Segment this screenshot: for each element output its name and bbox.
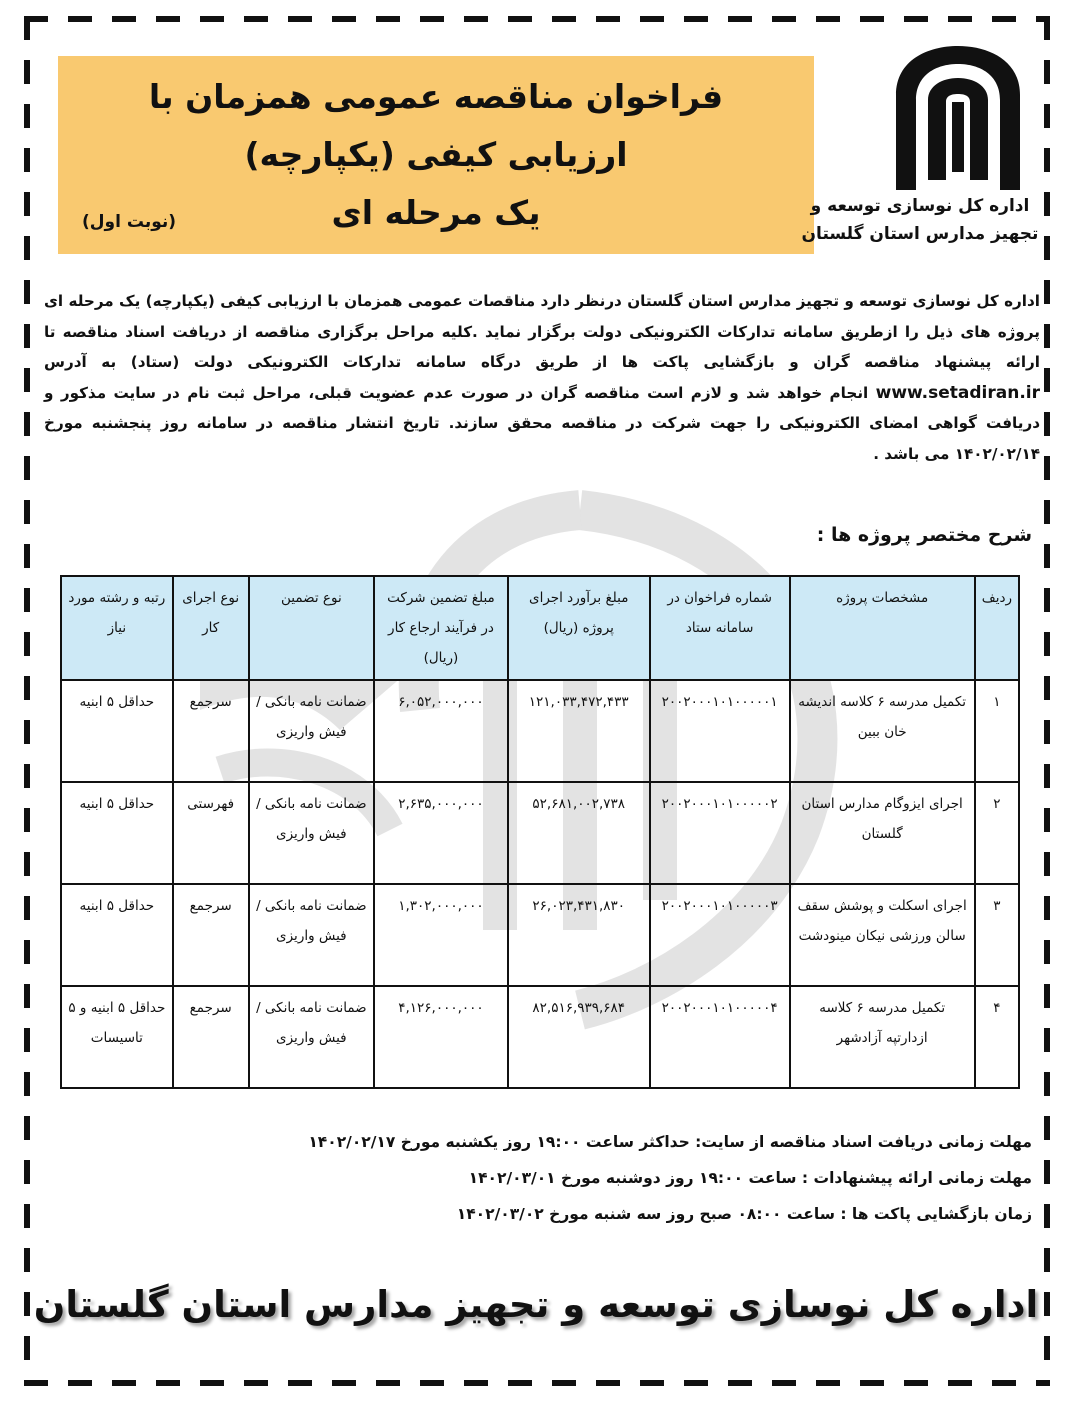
col-guarantee: مبلغ تضمین شرکت در فرآیند ارجاع کار (ریال) [374, 576, 508, 680]
intro-text-before: اداره کل نوسازی توسعه و تجهیز مدارس استان گلستان درنظر دارد مناقصات عمومی همزمان با ارزیابی کیفی (یکپارچه) یک مرحله ای پروژه های ذیل را ازطریق سامانه تدارکات الکترونیکی دولت برگزار نماید .کلیه مراحل برگزاری مناقصه از دریافت اسناد مناقصه تا ارائه پیشنهاد مناقصه گران و بازگشایی پاکت ها از طریق درگاه سامانه تدارکات الکترونیکی دولت (ستاد) به آدرس [44, 292, 1040, 371]
cell-tender: ۲۰۰۲۰۰۰۱۰۱۰۰۰۰۰۱ [650, 680, 790, 782]
intro-text-after: انجام خواهد شد و لازم است مناقصه گران در صورت عدم عضویت قبلی، مراحل ثبت نام در سایت مذکور و دریافت گواهی امضای الکترونیکی را جهت شرکت در مناقصه محقق سازند. تاریخ انتشار مناقصه در سامانه روز پنجشنبه مورخ ۱۴۰۲/۰۲/۱۴ می باشد . [44, 383, 1040, 463]
cell-exec-type: فهرستی [173, 782, 249, 884]
cell-exec-type: سرجمع [173, 986, 249, 1088]
cell-guarantee-type: ضمانت نامه بانکی / فیش واریزی [249, 680, 374, 782]
col-row: ردیف [975, 576, 1019, 680]
col-estimate: مبلغ برآورد اجرای پروژه (ریال) [508, 576, 650, 680]
table-row [61, 884, 1019, 986]
section-title: شرح مختصر پروژه ها : [816, 524, 1032, 546]
table-row [61, 680, 1019, 782]
cell-rank: حداقل ۵ ابنیه [61, 680, 173, 782]
cell-exec-type: سرجمع [173, 680, 249, 782]
table-header-row [61, 576, 1019, 680]
cell-tender: ۲۰۰۲۰۰۰۱۰۱۰۰۰۰۰۲ [650, 782, 790, 884]
cell-spec: اجرای اسکلت و پوشش سقف سالن ورزشی نیکان مینودشت [790, 884, 975, 986]
organization-logo-icon [888, 40, 1028, 190]
cell-spec: تکمیل مدرسه ۶ کلاسه اندیشه خان ببین [790, 680, 975, 782]
col-tender: شماره فراخوان در سامانه ستاد [650, 576, 790, 680]
cell-row: ۲ [975, 782, 1019, 884]
col-exec-type: نوع اجرای کار [173, 576, 249, 680]
cell-row: ۳ [975, 884, 1019, 986]
col-rank: رتبه و رشته مورد نیاز [61, 576, 173, 680]
cell-estimate: ۵۲,۶۸۱,۰۰۲,۷۳۸ [508, 782, 650, 884]
cell-rank: حداقل ۵ ابنیه [61, 782, 173, 884]
title-line-2: ارزیابی کیفی (یکپارچه) [244, 135, 628, 174]
projects-table [60, 575, 1020, 1089]
deadline-documents: مهلت زمانی دریافت اسناد مناقصه از سایت: حداکثر ساعت ۱۹:۰۰ روز یکشنبه مورخ ۱۴۰۲/۰۲/۱۷ [308, 1133, 1032, 1151]
cell-rank: حداقل ۵ ابنیه و ۵ تاسیسات [61, 986, 173, 1088]
turn-label: (نوبت اول) [82, 212, 177, 232]
intro-paragraph [44, 286, 1040, 469]
cell-exec-type: سرجمع [173, 884, 249, 986]
col-guarantee-type: نوع تضمین [249, 576, 374, 680]
cell-spec: تکمیل مدرسه ۶ کلاسه ازدارتپه آزادشهر [790, 986, 975, 1088]
cell-guarantee-type: ضمانت نامه بانکی / فیش واریزی [249, 782, 374, 884]
cell-row: ۱ [975, 680, 1019, 782]
org-line-1: اداره کل نوسازی توسعه و [810, 196, 1030, 216]
cell-guarantee-type: ضمانت نامه بانکی / فیش واریزی [249, 884, 374, 986]
cell-guarantee: ۴,۱۲۶,۰۰۰,۰۰۰ [374, 986, 508, 1088]
deadline-opening: زمان بازگشایی پاکت ها : ساعت ۰۸:۰۰ صبح روز سه شنبه مورخ ۱۴۰۲/۰۳/۰۲ [456, 1205, 1032, 1223]
setadiran-link[interactable]: www.setadiran.ir [875, 382, 1040, 403]
cell-estimate: ۸۲,۵۱۶,۹۳۹,۶۸۴ [508, 986, 650, 1088]
col-spec: مشخصات پروژه [790, 576, 975, 680]
cell-guarantee-type: ضمانت نامه بانکی / فیش واریزی [249, 986, 374, 1088]
title-line-1: فراخوان مناقصه عمومی همزمان با [148, 77, 724, 116]
cell-estimate: ۲۶,۰۲۳,۴۳۱,۸۳۰ [508, 884, 650, 986]
cell-estimate: ۱۲۱,۰۳۳,۴۷۲,۴۳۳ [508, 680, 650, 782]
title-line-3: یک مرحله ای [331, 193, 541, 232]
table-row [61, 986, 1019, 1088]
deadline-proposals: مهلت زمانی ارائه پیشنهادات : ساعت ۱۹:۰۰ روز دوشنبه مورخ ۱۴۰۲/۰۳/۰۱ [468, 1169, 1032, 1187]
org-line-2: تجهیز مدارس استان گلستان [801, 224, 1039, 244]
deadlines [132, 1124, 1032, 1232]
organization-name [800, 192, 1040, 248]
cell-tender: ۲۰۰۲۰۰۰۱۰۱۰۰۰۰۰۳ [650, 884, 790, 986]
cell-spec: اجرای ایزوگام مدارس استان گلستان [790, 782, 975, 884]
title-banner [58, 56, 814, 254]
cell-tender: ۲۰۰۲۰۰۰۱۰۱۰۰۰۰۰۴ [650, 986, 790, 1088]
cell-guarantee: ۱,۳۰۲,۰۰۰,۰۰۰ [374, 884, 508, 986]
cell-guarantee: ۶,۰۵۲,۰۰۰,۰۰۰ [374, 680, 508, 782]
table-row [61, 782, 1019, 884]
footer-org-name: اداره کل نوسازی توسعه و تجهیز مدارس استان گلستان [33, 1283, 1039, 1326]
cell-rank: حداقل ۵ ابنیه [61, 884, 173, 986]
cell-row: ۴ [975, 986, 1019, 1088]
cell-guarantee: ۲,۶۳۵,۰۰۰,۰۰۰ [374, 782, 508, 884]
